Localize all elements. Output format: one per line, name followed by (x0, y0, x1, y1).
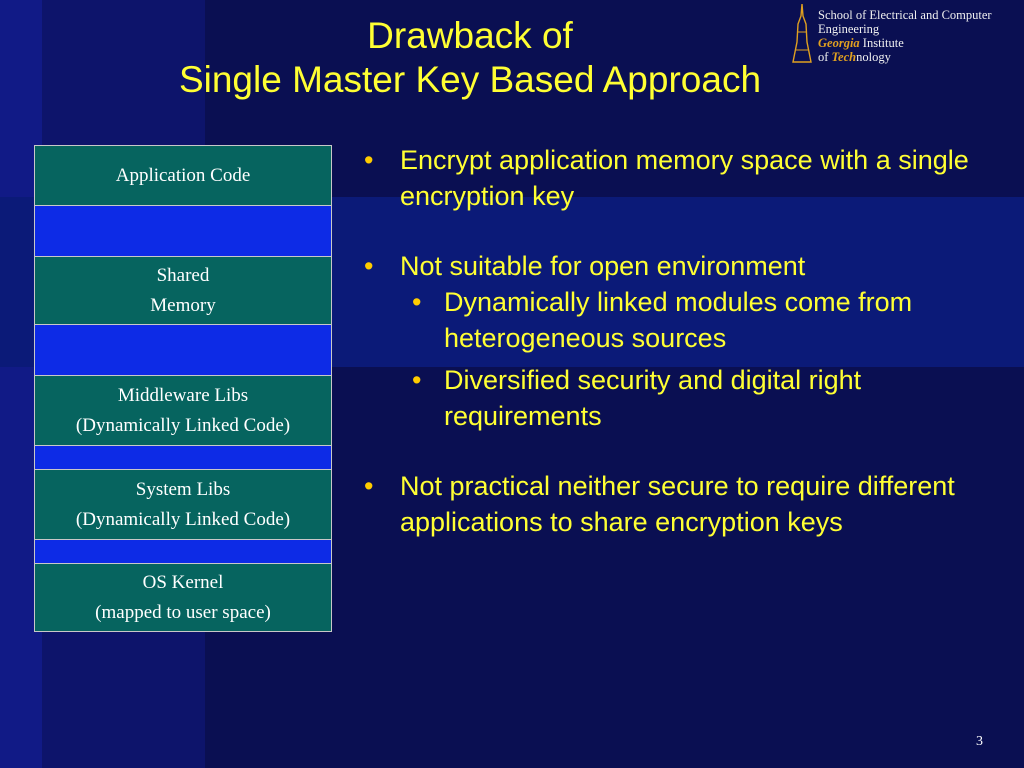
title-line-1: Drawback of (367, 15, 573, 56)
page-number: 3 (976, 734, 983, 749)
bullet-dot-icon: • (412, 287, 422, 317)
georgia-tech-logo (790, 2, 1022, 68)
bullet-item (360, 248, 1000, 284)
sub-bullet-item (360, 284, 1000, 356)
bullet-dot-icon: • (364, 145, 374, 175)
bullet-text: Not suitable for open environment (400, 251, 806, 281)
shared-memory-label-2: Memory (150, 294, 216, 316)
bullet-text: Encrypt application memory space with a single encryption key (400, 145, 969, 211)
logo-line-4 (818, 50, 992, 64)
bullet-dot-icon: • (412, 365, 422, 395)
gap-box (34, 445, 332, 469)
middleware-libs-label-1: Middleware Libs (117, 384, 249, 406)
gap-box (34, 205, 332, 256)
os-kernel-label-1: OS Kernel (142, 571, 224, 593)
logo-line-1: School of Electrical and Computer (818, 8, 992, 22)
memory-layout-diagram (34, 145, 332, 632)
logo-line-2: Engineering (818, 22, 880, 36)
middleware-libs-box (34, 375, 332, 445)
shared-memory-label-1: Shared (156, 264, 210, 286)
application-code-box (34, 145, 332, 205)
logo-tech: Tech (831, 50, 857, 64)
system-libs-box (34, 469, 332, 539)
os-kernel-box (34, 563, 332, 632)
logo-text (818, 8, 992, 64)
system-libs-label-2: (Dynamically Linked Code) (75, 508, 291, 530)
sub-bullet-item (360, 362, 1000, 434)
bullet-list (360, 142, 1000, 540)
middleware-libs-label-2: (Dynamically Linked Code) (75, 414, 291, 436)
os-kernel-label-2: (mapped to user space) (95, 601, 271, 623)
sub-bullet-text: Diversified security and digital right requirements (444, 365, 862, 431)
gap-box (34, 324, 332, 375)
bullet-text: Not practical neither secure to require different applications to share encryption keys (400, 471, 955, 537)
system-libs-label-1: System Libs (135, 478, 231, 500)
logo-of: of (818, 50, 832, 64)
logo-nology: nology (856, 50, 891, 64)
bullet-dot-icon: • (364, 251, 374, 281)
sub-bullet-text: Dynamically linked modules come from heterogeneous sources (444, 287, 913, 353)
bullet-item (360, 142, 1000, 214)
gap-box (34, 539, 332, 563)
title-line-2: Single Master Key Based Approach (178, 59, 762, 100)
bullet-item (360, 468, 1000, 540)
bullet-dot-icon: • (364, 471, 374, 501)
application-code-label: Application Code (115, 164, 251, 186)
logo-georgia: Georgia (818, 36, 860, 50)
shared-memory-box (34, 256, 332, 324)
slide-title (60, 14, 880, 102)
logo-institute: Institute (859, 36, 904, 50)
logo-line-3 (818, 36, 992, 50)
tower-icon (790, 2, 814, 66)
